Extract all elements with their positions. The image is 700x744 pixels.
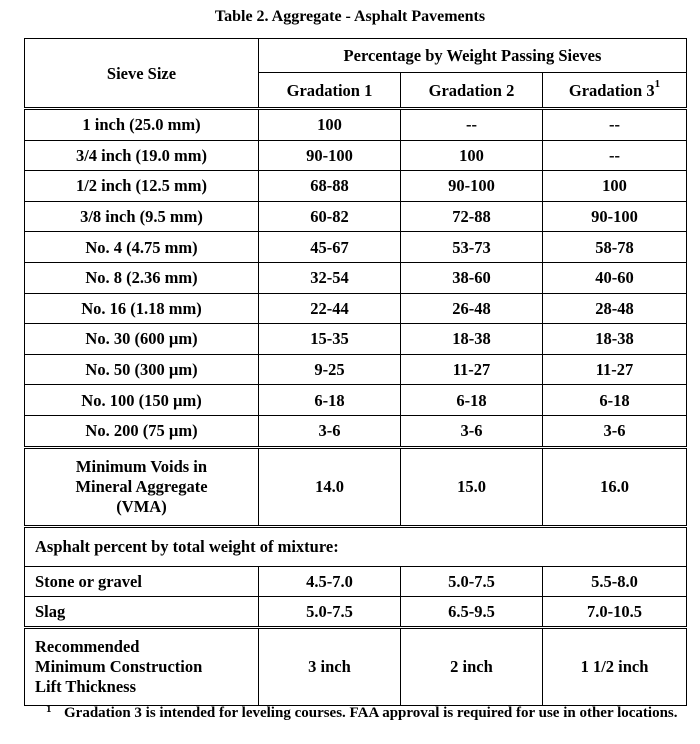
sieve-cell: No. 100 (150 µm)	[25, 385, 259, 416]
sieve-cell: No. 4 (4.75 mm)	[25, 232, 259, 263]
gradation-3-cell: 5.5-8.0	[543, 566, 687, 596]
gradation-1-cell: 5.0-7.5	[259, 596, 401, 627]
vma-row	[25, 447, 687, 526]
table-row	[25, 415, 687, 447]
lift-gradation-3: 1 1/2 inch	[543, 627, 687, 705]
gradation-1-cell: 22-44	[259, 293, 401, 324]
gradation-3-cell: 18-38	[543, 324, 687, 355]
vma-gradation-2: 15.0	[401, 447, 543, 526]
table-row	[25, 324, 687, 355]
sieve-cell: No. 200 (75 µm)	[25, 415, 259, 447]
sieve-cell: 1 inch (25.0 mm)	[25, 109, 259, 141]
sieve-cell: No. 16 (1.18 mm)	[25, 293, 259, 324]
gradation-3-cell: 6-18	[543, 385, 687, 416]
gradation-1-cell: 68-88	[259, 171, 401, 202]
gradation-3-cell: 28-48	[543, 293, 687, 324]
aggregate-table	[24, 38, 687, 706]
footnote	[46, 704, 686, 722]
lift-label-line: Recommended	[35, 636, 140, 656]
gradation-2-cell: 3-6	[401, 415, 543, 447]
header-sieve-size: Sieve Size	[25, 39, 259, 109]
asphalt-section-heading: Asphalt percent by total weight of mixture:	[25, 526, 687, 566]
gradation-1-cell: 3-6	[259, 415, 401, 447]
gradation-2-cell: 90-100	[401, 171, 543, 202]
gradation-1-cell: 4.5-7.0	[259, 566, 401, 596]
gradation-3-cell: --	[543, 109, 687, 141]
gradation-1-cell: 15-35	[259, 324, 401, 355]
gradation-2-cell: 6.5-9.5	[401, 596, 543, 627]
table-title: Table 2. Aggregate - Asphalt Pavements	[214, 8, 486, 25]
sieve-cell: 3/4 inch (19.0 mm)	[25, 140, 259, 171]
footnote-text: Gradation 3 is intended for leveling courses. FAA approval is required for use in other locations.	[64, 705, 678, 721]
gradation-1-cell: 90-100	[259, 140, 401, 171]
gradation-2-cell: 18-38	[401, 324, 543, 355]
table-row	[25, 596, 687, 627]
gradation-1-cell: 60-82	[259, 201, 401, 232]
gradation-3-cell: 40-60	[543, 262, 687, 293]
gradation-2-cell: 100	[401, 140, 543, 171]
footnote-mark: 1	[46, 703, 52, 715]
gradation-2-cell: --	[401, 109, 543, 141]
asphalt-section-row	[25, 526, 687, 566]
table-row	[25, 232, 687, 263]
vma-label-line: (VMA)	[116, 496, 167, 516]
table-row	[25, 171, 687, 202]
lift-label-line: Minimum Construction	[35, 656, 203, 676]
gradation-2-cell: 26-48	[401, 293, 543, 324]
table-row	[25, 385, 687, 416]
vma-gradation-3: 16.0	[543, 447, 687, 526]
gradation-3-cell: 11-27	[543, 354, 687, 385]
vma-label	[25, 447, 259, 526]
header-gradation-3	[543, 73, 687, 109]
lift-label-line: Lift Thickness	[35, 676, 137, 696]
lift-gradation-2: 2 inch	[401, 627, 543, 705]
gradation-2-cell: 5.0-7.5	[401, 566, 543, 596]
vma-gradation-1: 14.0	[259, 447, 401, 526]
gradation-3-cell: 90-100	[543, 201, 687, 232]
table-row	[25, 566, 687, 596]
lift-thickness-row	[25, 627, 687, 705]
header-gradation-3-label: Gradation 3	[568, 80, 655, 100]
gradation-2-cell: 72-88	[401, 201, 543, 232]
footnote-ref: 1	[654, 78, 661, 90]
sieve-cell: 1/2 inch (12.5 mm)	[25, 171, 259, 202]
sieve-cell: 3/8 inch (9.5 mm)	[25, 201, 259, 232]
lift-gradation-1: 3 inch	[259, 627, 401, 705]
sieve-cell: No. 50 (300 µm)	[25, 354, 259, 385]
table-row	[25, 109, 687, 141]
gradation-1-cell: 9-25	[259, 354, 401, 385]
vma-label-line: Minimum Voids in	[75, 456, 208, 476]
gradation-2-cell: 38-60	[401, 262, 543, 293]
gradation-3-cell: 7.0-10.5	[543, 596, 687, 627]
header-gradation-1: Gradation 1	[259, 73, 401, 109]
gradation-2-cell: 11-27	[401, 354, 543, 385]
table-row	[25, 140, 687, 171]
gradation-2-cell: 6-18	[401, 385, 543, 416]
mix-label: Slag	[25, 596, 259, 627]
header-row-1	[25, 39, 687, 73]
vma-label-line: Mineral Aggregate	[75, 476, 208, 496]
gradation-2-cell: 53-73	[401, 232, 543, 263]
lift-label	[25, 627, 259, 705]
table-row	[25, 262, 687, 293]
mix-label: Stone or gravel	[25, 566, 259, 596]
table-row	[25, 354, 687, 385]
gradation-1-cell: 100	[259, 109, 401, 141]
gradation-3-cell: 3-6	[543, 415, 687, 447]
table-row	[25, 293, 687, 324]
gradation-3-cell: 58-78	[543, 232, 687, 263]
gradation-3-cell: 100	[543, 171, 687, 202]
gradation-1-cell: 45-67	[259, 232, 401, 263]
table-row	[25, 201, 687, 232]
gradation-1-cell: 6-18	[259, 385, 401, 416]
gradation-3-cell: --	[543, 140, 687, 171]
gradation-1-cell: 32-54	[259, 262, 401, 293]
header-gradation-2: Gradation 2	[401, 73, 543, 109]
sieve-cell: No. 30 (600 µm)	[25, 324, 259, 355]
sieve-cell: No. 8 (2.36 mm)	[25, 262, 259, 293]
header-percentage-group: Percentage by Weight Passing Sieves	[259, 39, 687, 73]
